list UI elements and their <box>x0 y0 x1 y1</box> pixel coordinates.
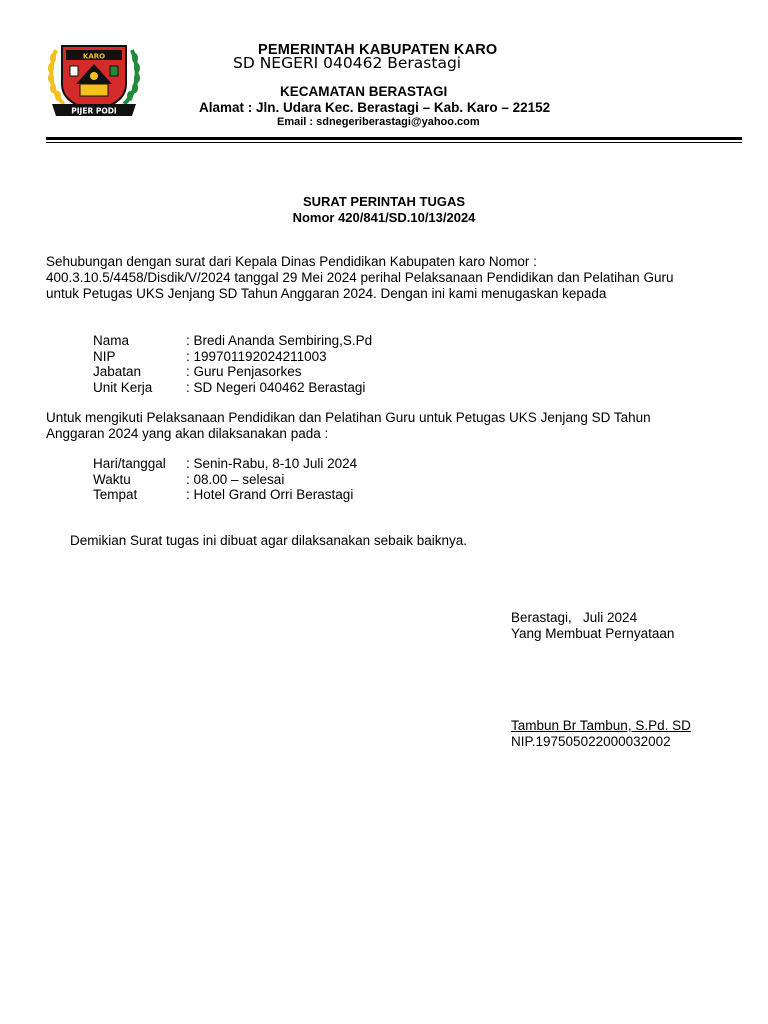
field-value: : 199701192024211003 <box>186 348 327 364</box>
schedule-row-place <box>93 487 357 503</box>
letterhead-divider-thin <box>46 142 742 143</box>
field-value: : SD Negeri 040462 Berastagi <box>186 379 366 395</box>
intro-line: untuk Petugas UKS Jenjang SD Tahun Anggaran 2024. Dengan ini kami menugaskan kepada <box>46 286 607 301</box>
field-label: Tempat <box>93 487 138 502</box>
place-date: Berastagi, Juli 2024 <box>511 610 638 625</box>
kabupaten-karo-emblem-icon <box>44 36 144 120</box>
letterhead-divider-thick <box>46 137 742 140</box>
government-name: PEMERINTAH KABUPATEN KARO <box>258 42 498 58</box>
assignee-row-position <box>93 364 372 380</box>
signer-name: Tambun Br Tambun, S.Pd. SD <box>511 718 691 733</box>
purpose-line: Anggaran 2024 yang akan dilaksanakan pada : <box>46 426 329 441</box>
intro-line: 400.3.10.5/4458/Disdik/V/2024 tanggal 29 Mei 2024 perihal Pelaksanaan Pendidikan dan Pelatihan Guru <box>46 270 674 285</box>
svg-text:KARO: KARO <box>82 52 106 61</box>
signer-nip: NIP.197505022000032002 <box>511 734 671 749</box>
school-address: Alamat : Jln. Udara Kec. Berastagi – Kab. Karo – 22152 <box>199 100 551 115</box>
schedule-row-time <box>93 472 357 488</box>
field-label: Waktu <box>93 471 131 487</box>
assignee-details <box>93 333 372 395</box>
schedule-row-date <box>93 456 357 472</box>
intro-line: Sehubungan dengan surat dari Kepala Dinas Pendidikan Kabupaten karo Nomor : <box>46 254 537 269</box>
field-value: : 08.00 – selesai <box>186 471 285 487</box>
assignee-row-nip <box>93 349 372 365</box>
signature-footer <box>511 718 691 750</box>
field-value: : Hotel Grand Orri Berastagi <box>186 487 354 502</box>
schedule-details <box>93 456 357 503</box>
field-label: Jabatan <box>93 364 142 379</box>
letter-number: Nomor 420/841/SD.10/13/2024 <box>292 210 476 225</box>
field-label: NIP <box>93 348 116 364</box>
purpose-line: Untuk mengikuti Pelaksanaan Pendidikan dan Pelatihan Guru untuk Petugas UKS Jenjang SD Tahun <box>46 410 651 425</box>
field-label: Unit Kerja <box>93 379 153 395</box>
signature-header <box>511 610 674 642</box>
district-name: KECAMATAN BERASTAGI <box>280 84 448 99</box>
svg-text:PIJER PODI: PIJER PODI <box>71 106 117 116</box>
field-label: Nama <box>93 333 130 348</box>
assignee-row-name <box>93 333 372 349</box>
school-email: Email : sdnegeriberastagi@yahoo.com <box>277 116 480 128</box>
field-value: : Bredi Ananda Sembiring,S.Pd <box>186 333 373 348</box>
purpose-paragraph <box>46 410 726 442</box>
field-value: : Guru Penjasorkes <box>186 364 302 379</box>
assignee-row-unit <box>93 380 372 396</box>
field-value: : Senin-Rabu, 8-10 Juli 2024 <box>186 456 358 471</box>
closing-sentence: Demikian Surat tugas ini dibuat agar dilaksanakan sebaik baiknya. <box>70 533 467 548</box>
letter-title: SURAT PERINTAH TUGAS <box>302 194 466 209</box>
school-name: SD NEGERI 040462 Berastagi <box>233 54 462 72</box>
intro-paragraph <box>46 254 726 302</box>
field-label: Hari/tanggal <box>93 456 166 471</box>
signer-role: Yang Membuat Pernyataan <box>511 626 675 641</box>
